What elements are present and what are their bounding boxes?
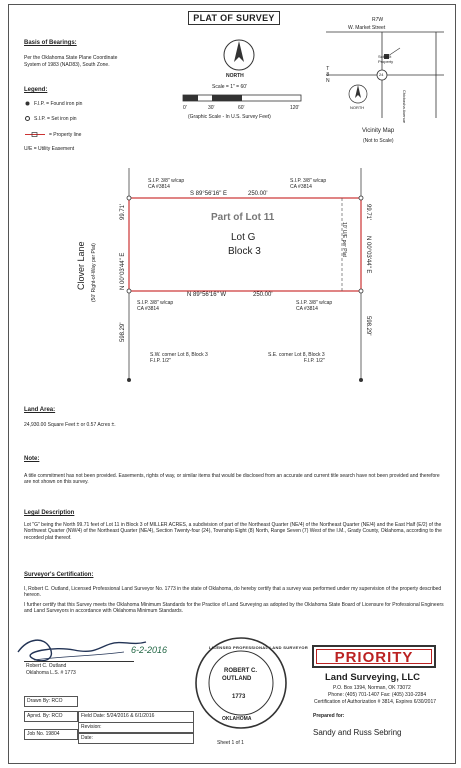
scale-tick: 30' bbox=[208, 105, 215, 111]
basis-line-1: Per the Oklahoma State Plane Coordinate bbox=[24, 55, 118, 61]
basis-line-2: System of 1983 (NAD83), South Zone. bbox=[24, 62, 110, 68]
page-title: PLAT OF SURVEY bbox=[188, 11, 280, 25]
prepared-for-label: Prepared for: bbox=[313, 713, 345, 719]
basis-heading: Basis of Bearings: bbox=[24, 40, 77, 46]
scale-label: Scale = 1" = 60' bbox=[212, 84, 247, 90]
pin-se-label: S.I.P. 3/8" w/cap CA #3814 bbox=[296, 300, 333, 312]
north-label: NORTH bbox=[226, 73, 244, 79]
field-date: Field Date: 5/24/2016 & 6/1/2016 bbox=[78, 711, 194, 722]
seal-name-2: OUTLAND bbox=[222, 676, 252, 682]
legend-item: = Property line bbox=[24, 131, 81, 138]
legal-heading: Legal Description bbox=[24, 510, 75, 516]
scale-tick: 60' bbox=[238, 105, 245, 111]
pin-sw-label: S.I.P. 3/8" w/cap CA #3814 bbox=[137, 300, 174, 312]
scale-note: (Graphic Scale - In U.S. Survey Feet) bbox=[188, 114, 271, 120]
pin-nw-label: S.I.P. 3/8" w/cap CA #3814 bbox=[148, 178, 185, 190]
part-of-lot: Part of Lot 11 bbox=[211, 212, 275, 223]
vicinity-street: W. Market Street bbox=[348, 25, 386, 31]
job-number: Job No. 19804 bbox=[24, 729, 78, 740]
lot-label: Lot G bbox=[231, 232, 256, 243]
seal-number: 1773 bbox=[232, 694, 246, 700]
dist-south: 250.00' bbox=[253, 292, 273, 298]
approved-by: Aprvd. By: RCO bbox=[24, 711, 78, 722]
vicinity-township: T 8 N bbox=[326, 66, 330, 84]
vicinity-north: NORTH bbox=[350, 105, 365, 110]
bearing-east: N 00°03'44" E bbox=[365, 236, 371, 274]
drawn-by: Drawn By: RCO bbox=[24, 696, 78, 707]
vicinity-rw: R7W bbox=[372, 17, 384, 23]
signature-date: 6-2-2016 bbox=[131, 645, 168, 655]
legend-item: U/E = Utility Easement bbox=[24, 146, 75, 152]
legal-text: Lot "G" being the North 99.71 feet of Lot 11 in Block 3 of MILLER ACRES, a subdivision of part of the Northeast Quarter (NE/4) of the Northeast Quarter (NE/4) and the East Half (E/2) of the Northwest Quarter (NW/4) of the Northeast Quarter (NE/4), Section Twenty-four (24), Township Eight (8) North, Range Seven (7) West of the I.M., Grady County, Oklahoma, according to the recorded plat thereof. bbox=[24, 522, 442, 541]
certification-text-1: I, Robert C. Outland, Licensed Professional Land Surveyor No. 1773 in the state of Oklahoma, do hereby certify that a survey was performed under my supervision of the property described hereon. bbox=[24, 586, 442, 599]
company-authorization: Certification of Authorization # 3814, Expires 6/30/2017 bbox=[314, 699, 437, 705]
road-row: (50' Right-of-Way per Plat) bbox=[91, 243, 97, 302]
date-cell: Date: bbox=[78, 733, 194, 744]
company-name: Land Surveying, LLC bbox=[325, 672, 421, 683]
bearing-north: S 89°56'16" E bbox=[190, 191, 228, 197]
legend-heading: Legend: bbox=[24, 87, 48, 93]
revision: Revision: bbox=[78, 722, 194, 733]
seal-state: OKLAHOMA bbox=[222, 716, 252, 722]
vicinity-avenue: Chickasha Avenue bbox=[402, 90, 407, 124]
se-corner-label: S.E. corner Lot 8, Block 3 F.I.P. 1/2" bbox=[268, 352, 325, 364]
dist-west: 99.71' bbox=[120, 203, 126, 220]
note-text: A title commitment has not been provided. Easements, rights of way, or similar items that would be disclosed from an accurate and current title search have not been provided and therefore are not shown on this survey. bbox=[24, 473, 440, 486]
signature-line bbox=[24, 661, 134, 662]
block-label: Block 3 bbox=[228, 246, 261, 257]
vicinity-subtitle: (Not to Scale) bbox=[363, 138, 394, 144]
road-name: Clover Lane bbox=[76, 241, 86, 290]
vicinity-subject: Subject Property bbox=[378, 54, 394, 64]
pin-ne-label: S.I.P. 3/8" w/cap CA #3814 bbox=[290, 178, 327, 190]
legend-item: S.I.P. = Set iron pin bbox=[24, 115, 77, 122]
legend-item: F.I.P. = Found iron pin bbox=[24, 100, 82, 107]
land-area-heading: Land Area: bbox=[24, 407, 56, 413]
certification-text-2: I further certify that this Survey meets the Oklahoma Minimum Standards for the Practice of Land Surveying as adopted by the Oklahoma State Board of Licensure for Professional Engineers and Land Surveyors in accordance with Oklahoma Minimum Standards. bbox=[24, 602, 444, 615]
company-phone: Phone: (405) 701-1407 Fax: (405) 310-2284 bbox=[328, 692, 427, 698]
company-address: P.O. Box 1394, Norman, OK 73072 bbox=[333, 685, 411, 691]
scale-tick: 120' bbox=[290, 105, 300, 111]
client-name: Sandy and Russ Sebring bbox=[313, 728, 402, 737]
scale-tick: 0' bbox=[183, 105, 187, 111]
land-area-text: 24,930.00 Square Feet ± or 0.57 Acres ±. bbox=[24, 422, 116, 428]
bearing-west: N 00°03'44" E bbox=[120, 252, 126, 290]
company-logo: PRIORITY bbox=[312, 645, 436, 668]
dist-sw: 598.29' bbox=[120, 322, 126, 342]
vicinity-title: Vicinity Map bbox=[362, 128, 395, 134]
utility-easement-label: 10' U/E per Plat bbox=[341, 222, 347, 257]
sheet-number: Sheet 1 of 1 bbox=[217, 740, 244, 746]
sw-corner-label: S.W. corner Lot 8, Block 3 F.I.P. 1/2" bbox=[150, 352, 208, 364]
dist-north: 250.00' bbox=[248, 191, 268, 197]
seal-name-1: ROBERT C. bbox=[224, 668, 257, 674]
bearing-south: N 89°56'16" W bbox=[187, 292, 227, 298]
dist-se: 598.29' bbox=[365, 316, 371, 336]
surveyor-license: Oklahoma L.S. # 1773 bbox=[26, 670, 76, 676]
vicinity-section: 24 bbox=[379, 72, 384, 77]
certification-heading: Surveyor's Certification: bbox=[24, 572, 94, 578]
dist-east: 99.71' bbox=[365, 204, 371, 221]
seal-top-text: LICENSED PROFESSIONAL LAND SURVEYOR bbox=[209, 645, 309, 650]
surveyor-name: Robert C. Outland bbox=[26, 663, 67, 669]
note-heading: Note: bbox=[24, 456, 40, 462]
